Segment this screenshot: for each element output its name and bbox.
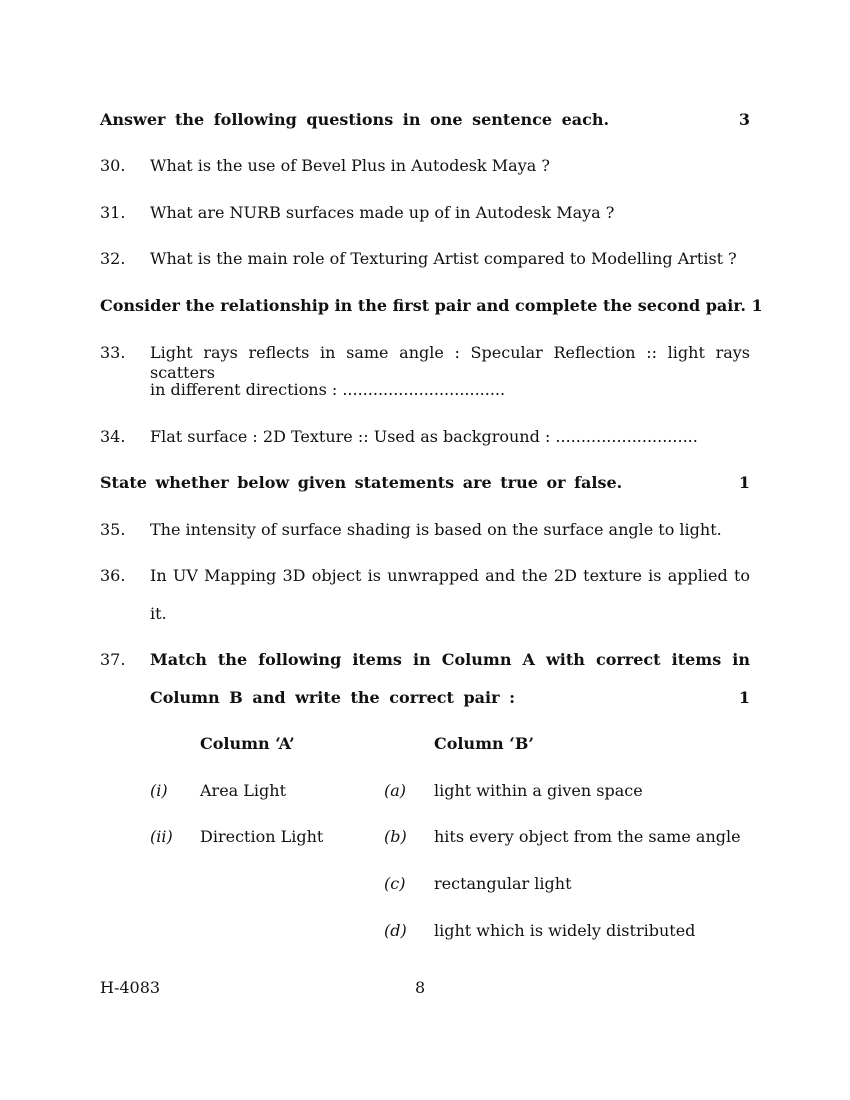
section-marks-1: 3: [738, 110, 750, 129]
section-instruction-2: Consider the relationship in the first pair and complete the second pair. 1: [100, 296, 763, 315]
question-number: 30.: [100, 156, 126, 175]
column-b-item: hits every object from the same angle: [434, 827, 741, 846]
question-text: Flat surface : 2D Texture :: Used as background : ............................: [150, 427, 698, 446]
column-b-item: light within a given space: [434, 781, 643, 800]
instruction-text: Answer the following questions in one sentence each.: [100, 110, 610, 129]
instruction-text: State whether below given statements are true or false.: [100, 473, 623, 492]
question-text-line1: In UV Mapping 3D object is unwrapped and the 2D texture is applied to: [150, 566, 750, 585]
column-b-header: Column ‘B’: [434, 734, 534, 753]
page-number: 8: [415, 978, 426, 997]
question-number: 37.: [100, 650, 126, 669]
question-text: What are NURB surfaces made up of in Autodesk Maya ?: [150, 203, 615, 222]
column-b-label: (b): [384, 827, 407, 846]
question-text: What is the use of Bevel Plus in Autodesk Maya ?: [150, 156, 550, 175]
question-number: 33.: [100, 343, 126, 362]
column-a-label: (ii): [150, 827, 173, 846]
question-marks: 1: [738, 688, 750, 707]
column-b-item: rectangular light: [434, 874, 572, 893]
column-b-label: (a): [384, 781, 407, 800]
question-text: What is the main role of Texturing Artist compared to Modelling Artist ?: [150, 249, 737, 268]
question-text-line2: it.: [150, 604, 167, 623]
column-b-item: light which is widely distributed: [434, 921, 696, 940]
question-number: 32.: [100, 249, 126, 268]
question-number: 31.: [100, 203, 126, 222]
question-number: 35.: [100, 520, 126, 539]
column-a-label: (i): [150, 781, 168, 800]
section-instruction-1: [100, 110, 750, 130]
column-b-label: (c): [384, 874, 406, 893]
column-a-header: Column ‘A’: [200, 734, 295, 753]
question-text-line1: Match the following items in Column A with correct items in: [150, 650, 750, 669]
question-number: 36.: [100, 566, 126, 585]
section-instruction-3: [100, 473, 750, 493]
column-a-item: Direction Light: [200, 827, 324, 846]
question-text: The intensity of surface shading is based on the surface angle to light.: [150, 520, 722, 539]
paper-code: H-4083: [100, 978, 161, 997]
question-number: 34.: [100, 427, 126, 446]
section-marks-3: 1: [738, 473, 750, 492]
question-text-line2: Column B and write the correct pair :: [150, 688, 515, 707]
question-text-line2: in different directions : ................................: [150, 380, 506, 399]
column-a-item: Area Light: [200, 781, 287, 800]
column-b-label: (d): [384, 921, 407, 940]
question-text-line1: Light rays reflects in same angle : Specular Reflection :: light rays scatters: [150, 343, 750, 382]
